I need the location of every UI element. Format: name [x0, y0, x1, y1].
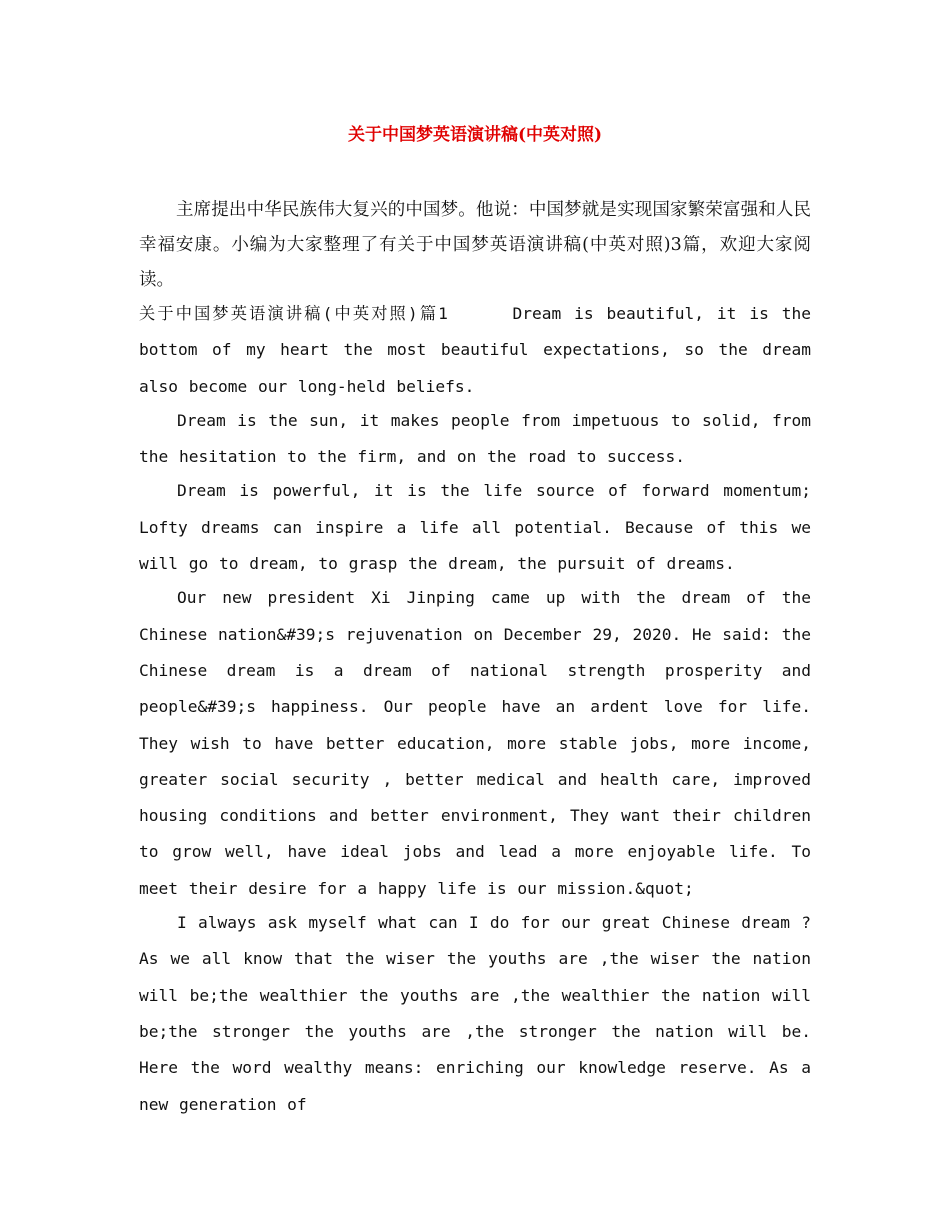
first-paragraph	[139, 296, 811, 405]
document-title: 关于中国梦英语演讲稿(中英对照)	[347, 125, 603, 145]
document-body	[139, 296, 811, 1121]
paragraph: I always ask myself what can I do for our great Chinese dream ? As we all know that the wiser the youths are ,the wiser the nation will be;the wealthier the youths are ,the wealthier the nation will be;the stronger the youths are ,the stronger the nation will be. Here the word wealthy means: enriching our knowledge reserve. As a new generation of	[139, 913, 811, 1114]
paragraph: Dream is the sun, it makes people from impetuous to solid, from the hesitation to the firm, and on the road to success.	[139, 410, 811, 467]
section-heading: 关于中国梦英语演讲稿(中英对照)篇1	[139, 304, 448, 323]
paragraph: Dream is powerful, it is the life source of forward momentum; Lofty dreams can inspire a life all potential. Because of this we will go to dream, to grasp the dream, the pursuit of dreams.	[139, 481, 811, 574]
intro-paragraph: 主席提出中华民族伟大复兴的中国梦。他说：中国梦就是实现国家繁荣富强和人民幸福安康。小编为大家整理了有关于中国梦英语演讲稿(中英对照)3篇，欢迎大家阅读。	[139, 200, 811, 290]
paragraph-text: Dream is beautiful, it is the bottom of my heart the most beautiful expectations, so the dream also become our long-held beliefs.	[139, 304, 811, 396]
paragraph: Our new president Xi Jinping came up with the dream of the Chinese nation&#39;s rejuvenation on December 29, 2020. He said: the Chinese dream is a dream of national strength prosperity and people&#39;s happiness. Our people have an ardent love for life. They wish to have better education, more stable jobs, more income, greater social security , better medical and health care, improved housing conditions and better environment, They want their children to grow well, have ideal jobs and lead a more enjoyable life. To meet their desire for a happy life is our mission.&quot;	[139, 588, 811, 898]
